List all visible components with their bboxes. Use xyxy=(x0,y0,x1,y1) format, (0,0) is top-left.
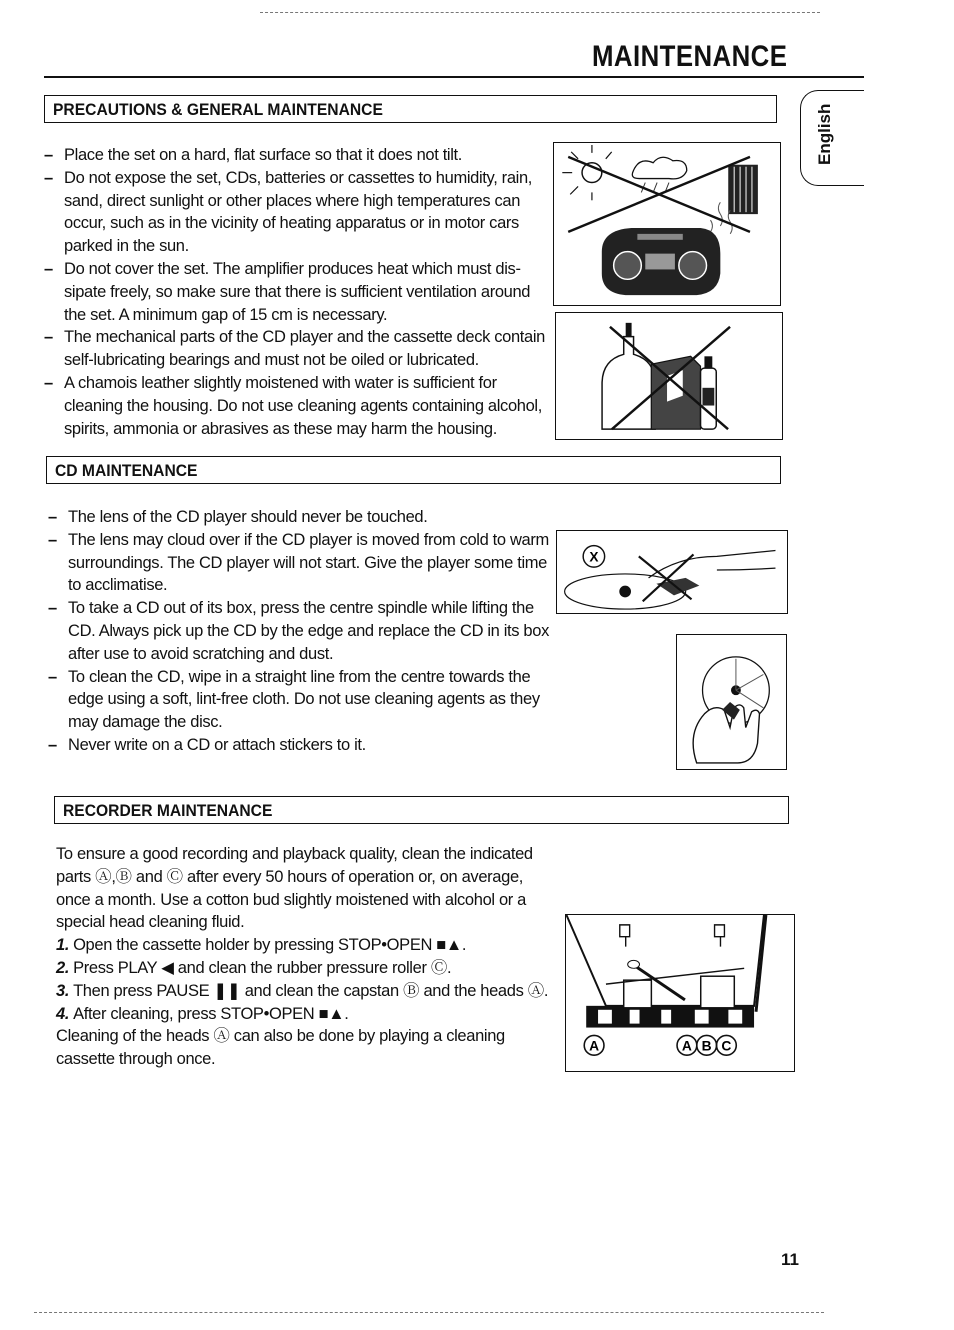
list-item-line: sand, direct sunlight or other places where high temperatures can xyxy=(64,191,521,210)
precautions-list xyxy=(42,144,552,440)
cloud-icon xyxy=(632,157,686,179)
list-item-line: – To take a CD out of its box, press the centre spindle while lifting the xyxy=(68,599,534,618)
list-item-line: – Never write on a CD or attach stickers to it. xyxy=(68,735,366,754)
list-item xyxy=(42,144,552,167)
step-number: 4. xyxy=(56,1004,70,1023)
list-item-line: cleaning the housing. Do not use cleaning agents containing alcohol, xyxy=(64,396,542,415)
list-item-line: – The lens of the CD player should never be touched. xyxy=(68,508,428,526)
outro-line: Cleaning of the heads Ⓐ can also be done by playing a cleaning xyxy=(56,1027,505,1046)
list-item-line: edge using a soft, lint-free cloth. Do not use cleaning agents as they xyxy=(68,690,540,709)
step-number: 1. xyxy=(56,936,70,955)
list-item xyxy=(46,529,556,597)
list-item-line: – To clean the CD, wipe in a straight line from the centre towards the xyxy=(68,667,531,686)
list-item-line: the set. A minimum gap of 15 cm is necessary. xyxy=(64,305,388,324)
intro-line: parts Ⓐ,Ⓑ and Ⓒ after every 50 hours of operation or, on average, xyxy=(56,867,524,886)
list-item xyxy=(42,326,552,372)
figure-label-a1: A xyxy=(589,1037,600,1054)
figure-no-sun-heat xyxy=(553,142,781,306)
list-item-line: sipate freely, so make sure that there is sufficient ventilation around xyxy=(64,282,531,301)
list-item-line: CD. Always pick up the CD by the edge and replace the CD in its box xyxy=(68,621,549,640)
list-item-line: – Do not expose the set, CDs, batteries or cassettes to humidity, rain, xyxy=(64,168,533,187)
language-tab-label: English xyxy=(815,103,834,165)
figure-label-c: C xyxy=(721,1037,732,1054)
list-item xyxy=(46,597,556,665)
list-item-line: – Place the set on a hard, flat surface so that it does not tilt. xyxy=(64,146,463,164)
list-item xyxy=(46,734,556,757)
step-text: Press PLAY ◀ and clean the rubber pressure roller Ⓒ. xyxy=(73,958,452,977)
step-item xyxy=(56,934,546,957)
list-item xyxy=(42,258,552,326)
figure-cassette-deck xyxy=(565,914,795,1072)
figure-no-touch-lens xyxy=(556,530,788,614)
precautions-title: PRECAUTIONS & GENERAL MAINTENANCE xyxy=(53,100,383,119)
step-text: Then press PAUSE ❚❚ and clean the capstan Ⓑ and the heads Ⓐ. xyxy=(73,981,549,1000)
outro-line: cassette through once. xyxy=(56,1050,216,1069)
figure-label-b: B xyxy=(701,1037,712,1054)
recorder-maintenance-title: RECORDER MAINTENANCE xyxy=(63,801,273,820)
heater-icon xyxy=(728,165,758,214)
cd-cleaning-illustration xyxy=(677,635,786,769)
scan-artifact-top xyxy=(260,12,820,13)
step-number: 3. xyxy=(56,981,70,1000)
list-item-line: – The lens may cloud over if the CD player is moved from cold to warm xyxy=(68,530,549,549)
list-item xyxy=(46,506,556,529)
intro-line: special head cleaning fluid. xyxy=(56,913,245,932)
intro-line: once a month. Use a cotton bud slightly moistened with alcohol or a xyxy=(56,890,526,909)
list-item-line: to acclimatise. xyxy=(68,576,168,595)
list-item-line: self-lubricating bearings and must not be oiled or lubricated. xyxy=(64,351,479,370)
cassette-deck-illustration xyxy=(566,915,794,1071)
list-item xyxy=(42,167,552,258)
figure-no-oil xyxy=(555,312,783,440)
precautions-section-header xyxy=(44,95,777,123)
list-item xyxy=(46,666,556,734)
figure-label-a2: A xyxy=(681,1037,692,1054)
step-item xyxy=(56,980,549,1003)
list-item-line: – A chamois leather slightly moistened with water is sufficient for xyxy=(64,373,497,392)
list-item-line: surroundings. The CD player will not start. Give the player some time xyxy=(68,553,548,572)
recorder-maintenance-section-header xyxy=(54,796,789,824)
step-number: 2. xyxy=(56,958,70,977)
list-item-line: may damage the disc. xyxy=(68,713,223,732)
list-item-line: after use to avoid scratching and dust. xyxy=(68,644,334,663)
lens-illustration xyxy=(557,531,787,613)
language-tab xyxy=(800,90,864,186)
page-number: 11 xyxy=(781,1250,799,1269)
list-item-line: parked in the sun. xyxy=(64,237,189,256)
hand-icon xyxy=(693,705,759,763)
title-rule xyxy=(44,76,864,78)
figure-label-x: X xyxy=(589,549,599,565)
list-item xyxy=(42,372,552,440)
cd-maintenance-section-header xyxy=(46,456,781,484)
cd-maintenance-title: CD MAINTENANCE xyxy=(55,461,198,480)
page-title: MAINTENANCE xyxy=(592,40,788,73)
intro-line: To ensure a good recording and playback quality, clean the indicated xyxy=(56,845,533,863)
step-item xyxy=(56,1003,546,1026)
figure-cd-cleaning xyxy=(676,634,787,770)
list-item-line: spirits, ammonia or abrasives as these may harm the housing. xyxy=(64,419,497,438)
list-item-line: occur, such as in the vicinity of heating apparatus or in motor cars xyxy=(64,214,519,233)
sun-heat-illustration xyxy=(554,143,780,305)
step-text: Open the cassette holder by pressing STOP•OPEN ■▲. xyxy=(73,936,467,955)
no-oil-illustration xyxy=(556,313,782,439)
step-item xyxy=(56,957,546,980)
cd-maintenance-list xyxy=(46,506,556,757)
list-item-line: – The mechanical parts of the CD player and the cassette deck contain xyxy=(64,328,545,347)
hand-icon xyxy=(649,551,776,578)
step-text: After cleaning, press STOP•OPEN ■▲. xyxy=(73,1004,349,1023)
recorder-maintenance-text xyxy=(56,843,549,1071)
scan-artifact-bottom xyxy=(34,1312,824,1313)
list-item-line: – Do not cover the set. The amplifier produces heat which must dis- xyxy=(64,259,521,278)
